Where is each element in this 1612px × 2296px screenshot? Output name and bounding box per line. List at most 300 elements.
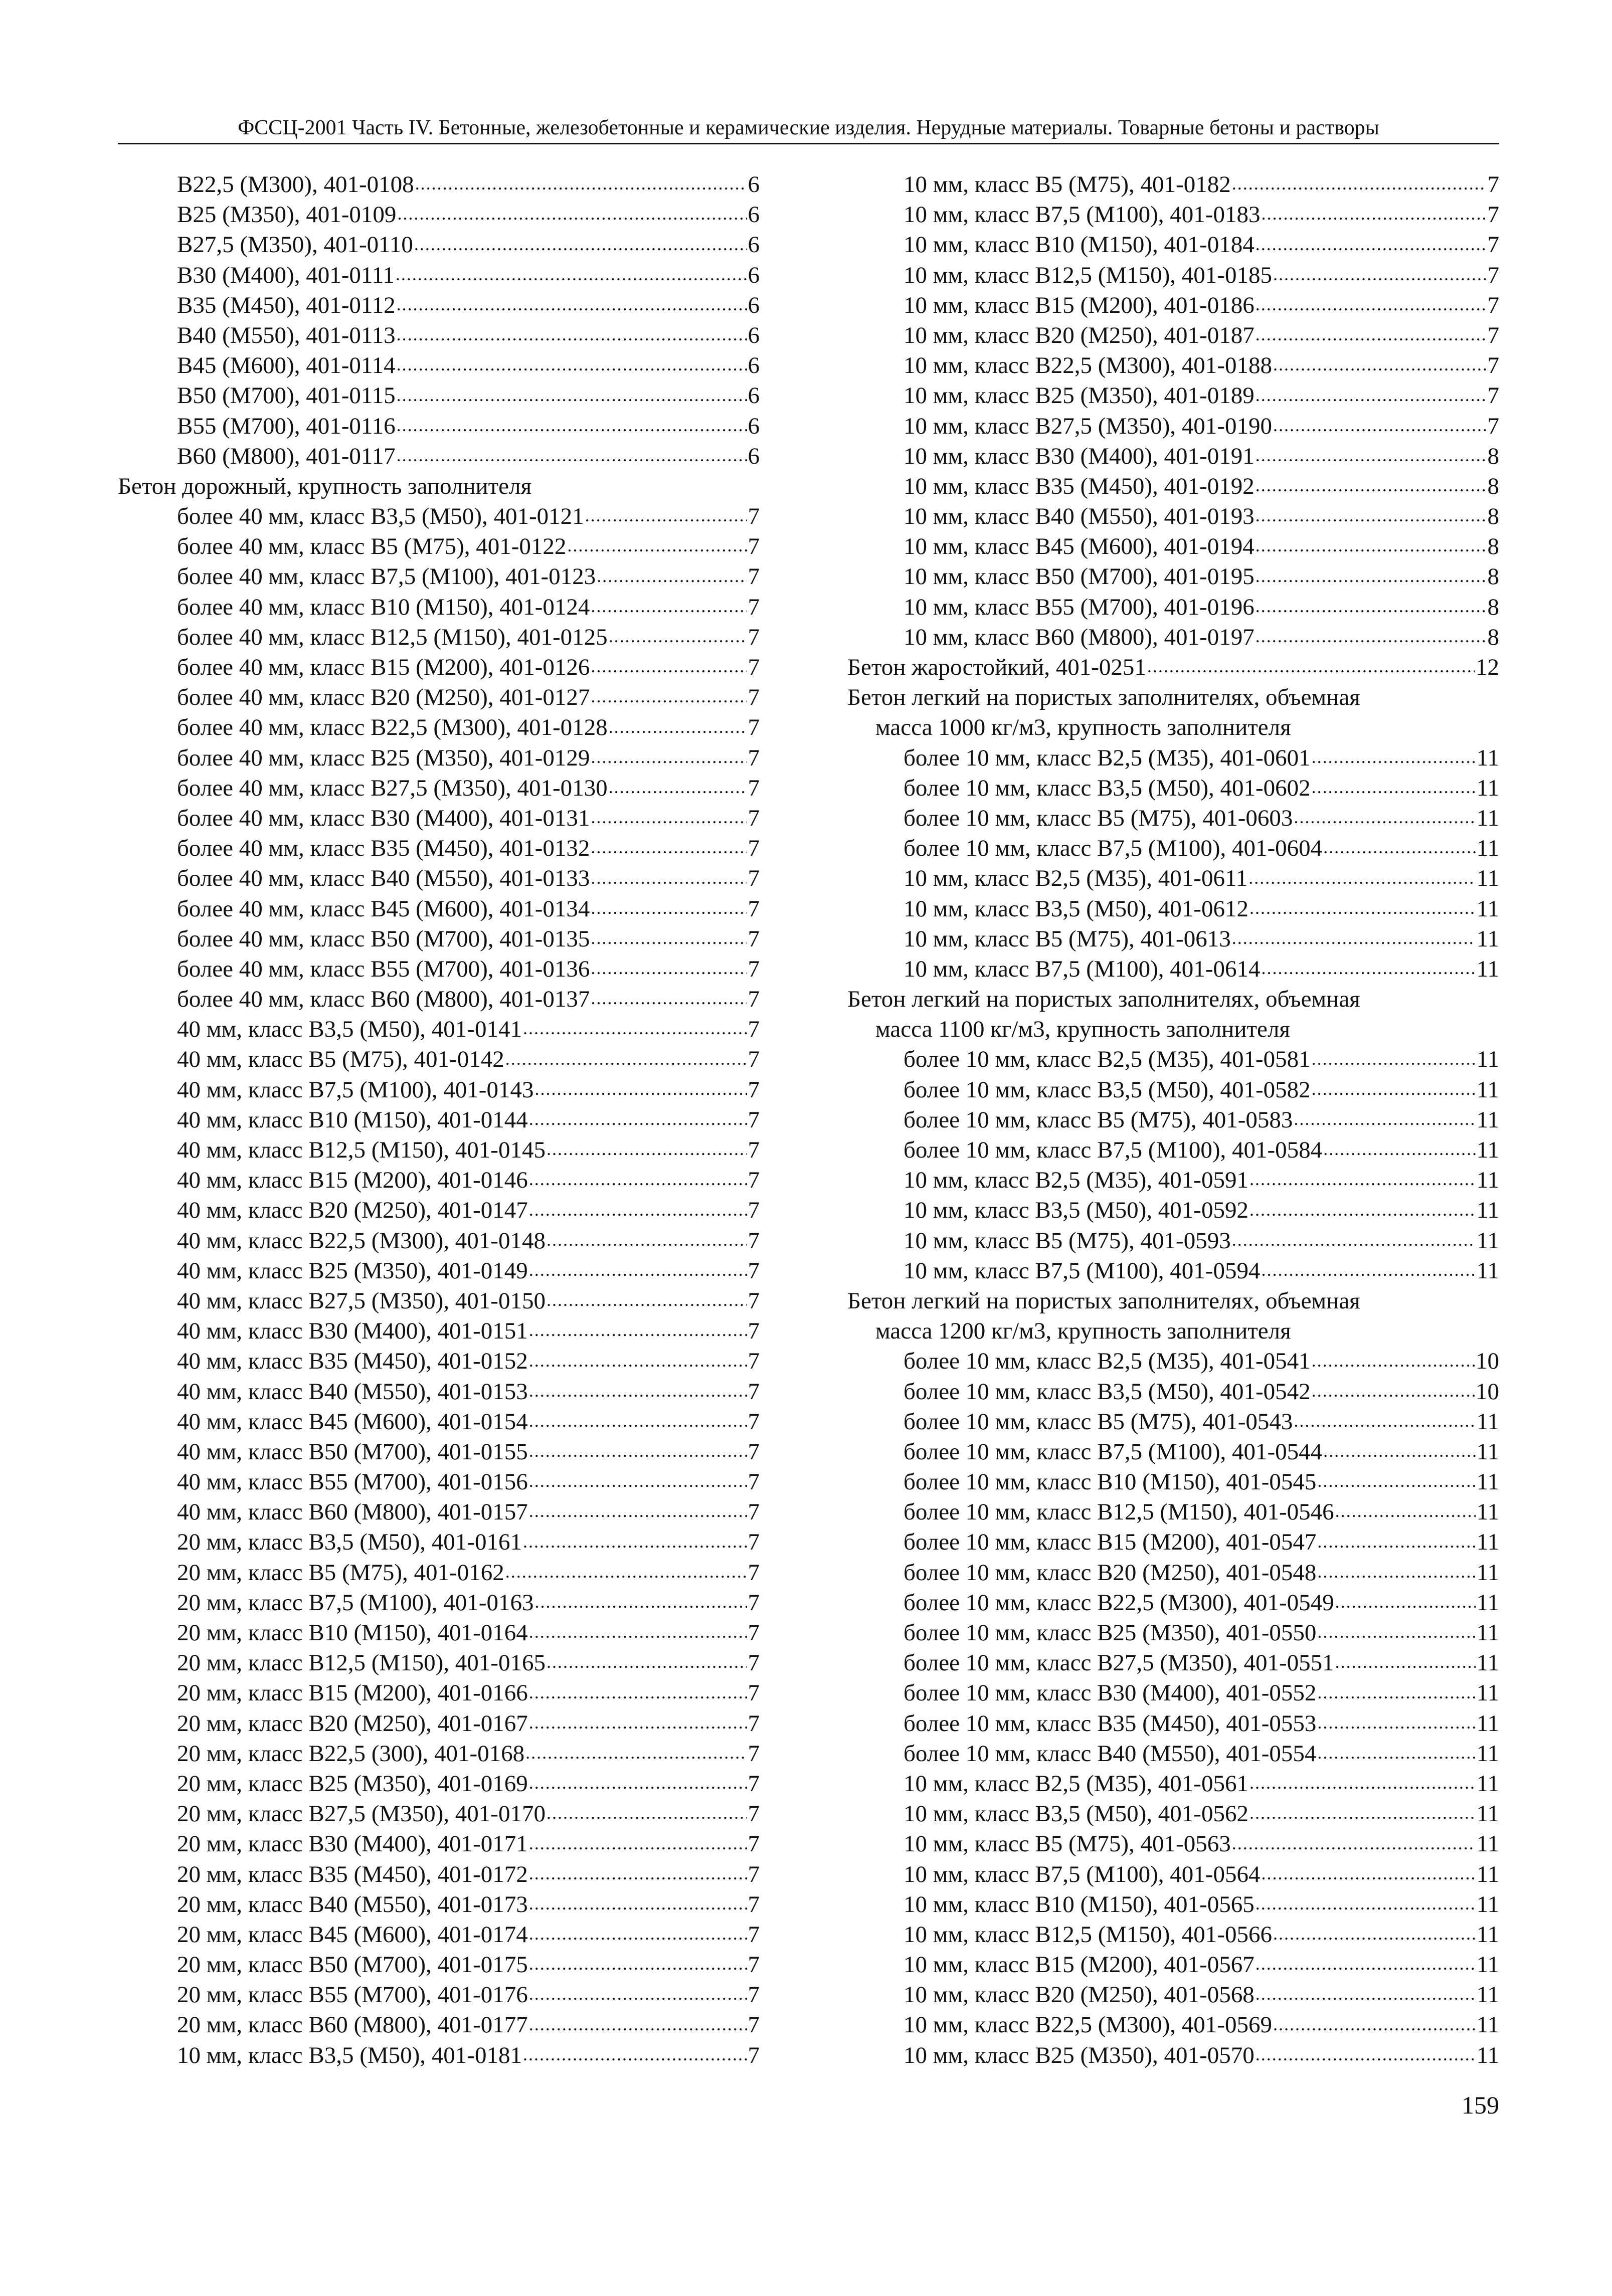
index-entry bbox=[847, 169, 1499, 200]
entry-page-number: 7 bbox=[1487, 322, 1499, 348]
entry-page-number: 7 bbox=[748, 925, 760, 952]
dot-leader bbox=[1311, 1075, 1476, 1105]
entry-label: 40 мм, класс В35 (М450), 401-0152 bbox=[177, 1348, 528, 1375]
dot-leader bbox=[590, 924, 747, 954]
entry-label: более 10 мм, класс В20 (М250), 401-0548 bbox=[904, 1559, 1317, 1586]
dot-leader bbox=[528, 1256, 747, 1286]
entry-page-number: 11 bbox=[1476, 925, 1499, 952]
entry-label: более 10 мм, класс В2,5 (М35), 401-0581 bbox=[904, 1046, 1311, 1073]
dot-leader bbox=[528, 1950, 747, 1980]
dot-leader bbox=[1311, 1377, 1475, 1407]
entry-page-number: 11 bbox=[1476, 1559, 1499, 1586]
entry-page-number: 7 bbox=[748, 865, 760, 892]
dot-leader bbox=[1316, 1527, 1475, 1557]
dot-leader bbox=[1311, 773, 1476, 803]
entry-page-number: 7 bbox=[748, 1348, 760, 1375]
entry-page-number: 11 bbox=[1476, 955, 1499, 982]
entry-page-number: 11 bbox=[1476, 744, 1499, 771]
entry-label: 40 мм, класс В7,5 (М100), 401-0143 bbox=[177, 1076, 534, 1103]
index-entry bbox=[118, 1527, 760, 1557]
entry-label: 20 мм, класс В22,5 (300), 401-0168 bbox=[177, 1740, 525, 1767]
entry-page-number: 7 bbox=[748, 1861, 760, 1887]
dot-leader bbox=[528, 1377, 747, 1407]
page-number: 159 bbox=[1462, 2091, 1499, 2119]
dot-leader bbox=[528, 1829, 747, 1859]
dot-leader bbox=[395, 260, 747, 290]
entry-label: В30 (М400), 401-0111 bbox=[177, 262, 395, 288]
index-entry bbox=[118, 230, 760, 260]
entry-page-number: 11 bbox=[1476, 1891, 1499, 1918]
entry-label: 40 мм, класс В50 (М700), 401-0155 bbox=[177, 1438, 528, 1465]
entry-label: более 40 мм, класс В7,5 (М100), 401-0123 bbox=[177, 563, 596, 590]
entry-page-number: 6 bbox=[748, 322, 760, 348]
entry-label: 20 мм, класс В40 (М550), 401-0173 bbox=[177, 1891, 528, 1918]
running-header: ФССЦ-2001 Часть IV. Бетонные, железобетонные и керамические изделия. Нерудные материалы. Товарные бетоны и растворы bbox=[238, 116, 1379, 139]
dot-leader bbox=[1231, 924, 1476, 954]
dot-leader bbox=[528, 2010, 747, 2040]
index-entry bbox=[118, 1407, 760, 1437]
entry-label: 10 мм, класс В55 (М700), 401-0196 bbox=[904, 594, 1255, 620]
index-entry bbox=[847, 1618, 1499, 1648]
entry-label: более 10 мм, класс В3,5 (М50), 401-0602 bbox=[904, 775, 1311, 801]
dot-leader bbox=[590, 894, 747, 924]
dot-leader bbox=[396, 411, 747, 441]
entry-label: 20 мм, класс В50 (М700), 401-0175 bbox=[177, 1952, 528, 1978]
entry-label: более 40 мм, класс В20 (М250), 401-0127 bbox=[177, 684, 590, 711]
entry-page-number: 7 bbox=[748, 2042, 760, 2068]
entry-label: 20 мм, класс В3,5 (М50), 401-0161 bbox=[177, 1529, 522, 1556]
index-heading-continuation: масса 1200 кг/м3, крупность заполнителя bbox=[875, 1318, 1291, 1345]
entry-page-number: 10 bbox=[1476, 1348, 1499, 1375]
entry-page-number: 7 bbox=[748, 1499, 760, 1525]
dot-leader bbox=[608, 622, 747, 652]
entry-page-number: 7 bbox=[748, 1318, 760, 1345]
entry-page-number: 7 bbox=[748, 835, 760, 862]
dot-leader bbox=[584, 501, 747, 531]
index-heading: Бетон легкий на пористых заполнителях, объемная bbox=[847, 986, 1360, 1013]
dot-leader bbox=[528, 1437, 747, 1467]
entry-page-number: 7 bbox=[748, 1167, 760, 1194]
entry-label: более 40 мм, класс В10 (М150), 401-0124 bbox=[177, 594, 590, 620]
index-entry bbox=[118, 652, 760, 682]
entry-page-number: 7 bbox=[748, 1982, 760, 2008]
entry-label: В27,5 (М350), 401-0110 bbox=[177, 232, 413, 258]
entry-label: В35 (М450), 401-0112 bbox=[177, 292, 396, 318]
index-entry bbox=[118, 1799, 760, 1829]
index-entry bbox=[847, 1950, 1499, 1980]
entry-label: 10 мм, класс В3,5 (М50), 401-0562 bbox=[904, 1801, 1248, 1827]
index-entry bbox=[118, 1950, 760, 1980]
dot-leader bbox=[1334, 1588, 1476, 1618]
dot-leader bbox=[1316, 1467, 1475, 1497]
index-entry bbox=[847, 1829, 1499, 1859]
index-entry bbox=[847, 803, 1499, 833]
index-entry bbox=[847, 531, 1499, 561]
dot-leader bbox=[528, 1407, 747, 1437]
entry-label: более 10 мм, класс В3,5 (М50), 401-0582 bbox=[904, 1076, 1311, 1103]
entry-page-number: 11 bbox=[1476, 865, 1499, 892]
entry-label: 20 мм, класс В10 (М150), 401-0164 bbox=[177, 1620, 528, 1646]
index-entry bbox=[847, 260, 1499, 290]
dot-leader bbox=[1255, 1980, 1476, 2010]
index-entry bbox=[847, 592, 1499, 622]
dot-leader bbox=[1293, 1105, 1475, 1135]
entry-page-number: 7 bbox=[748, 684, 760, 711]
index-entry bbox=[118, 1044, 760, 1074]
entry-page-number: 7 bbox=[748, 1680, 760, 1706]
entry-page-number: 11 bbox=[1476, 2042, 1499, 2068]
dot-leader bbox=[528, 1346, 747, 1376]
entry-label: более 10 мм, класс В25 (М350), 401-0550 bbox=[904, 1620, 1317, 1646]
entry-page-number: 7 bbox=[1487, 292, 1499, 318]
dot-leader bbox=[1255, 230, 1487, 260]
entry-page-number: 11 bbox=[1476, 1770, 1499, 1797]
entry-page-number: 11 bbox=[1476, 1469, 1499, 1495]
dot-leader bbox=[528, 1678, 747, 1708]
dot-leader bbox=[546, 1286, 747, 1316]
index-entry bbox=[847, 1105, 1499, 1135]
entry-label: 10 мм, класс В20 (М250), 401-0568 bbox=[904, 1982, 1255, 2008]
index-entry bbox=[118, 773, 760, 803]
dot-leader bbox=[1322, 833, 1476, 863]
dot-leader bbox=[1272, 2010, 1476, 2040]
index-entry bbox=[847, 924, 1499, 954]
entry-label: более 40 мм, класс В5 (М75), 401-0122 bbox=[177, 533, 567, 560]
dot-leader bbox=[1248, 1769, 1476, 1799]
index-entry bbox=[847, 1044, 1499, 1074]
index-entry bbox=[847, 561, 1499, 592]
entry-label: 10 мм, класс В30 (М400), 401-0191 bbox=[904, 443, 1255, 469]
entry-label: 20 мм, класс В5 (М75), 401-0162 bbox=[177, 1559, 504, 1586]
entry-page-number: 11 bbox=[1476, 1076, 1499, 1103]
entry-label: более 10 мм, класс В22,5 (М300), 401-0549 bbox=[904, 1589, 1334, 1616]
dot-leader bbox=[1260, 1256, 1475, 1286]
dot-leader bbox=[1255, 501, 1487, 531]
index-entry bbox=[118, 1769, 760, 1799]
dot-leader bbox=[1316, 1558, 1475, 1588]
index-entry bbox=[118, 1859, 760, 1889]
entry-page-number: 7 bbox=[748, 533, 760, 560]
dot-leader bbox=[528, 1195, 747, 1225]
dot-leader bbox=[1255, 290, 1487, 320]
dot-leader bbox=[1255, 561, 1487, 592]
index-entry bbox=[847, 1467, 1499, 1497]
entry-label: более 10 мм, класс В5 (М75), 401-0583 bbox=[904, 1106, 1293, 1133]
dot-leader bbox=[1316, 1708, 1475, 1739]
dot-leader bbox=[608, 712, 747, 742]
entry-label: 10 мм, класс В10 (М150), 401-0184 bbox=[904, 232, 1255, 258]
dot-leader bbox=[1255, 320, 1487, 350]
dot-leader bbox=[1260, 200, 1486, 230]
entry-label: 20 мм, класс В45 (М600), 401-0174 bbox=[177, 1921, 528, 1948]
entry-page-number: 11 bbox=[1476, 775, 1499, 801]
index-entry bbox=[847, 863, 1499, 893]
index-entry bbox=[118, 1316, 760, 1346]
dot-leader bbox=[396, 350, 747, 380]
entry-page-number: 7 bbox=[748, 2012, 760, 2038]
entry-page-number: 7 bbox=[748, 1891, 760, 1918]
dot-leader bbox=[1248, 1195, 1476, 1225]
entry-page-number: 11 bbox=[1476, 1982, 1499, 2008]
entry-page-number: 6 bbox=[748, 292, 760, 318]
index-entry bbox=[118, 1558, 760, 1588]
entry-label: 40 мм, класс В40 (М550), 401-0153 bbox=[177, 1378, 528, 1405]
dot-leader bbox=[1316, 1739, 1475, 1769]
index-entry bbox=[118, 1195, 760, 1225]
entry-label: В60 (М800), 401-0117 bbox=[177, 443, 396, 469]
dot-leader bbox=[1255, 2040, 1476, 2070]
entry-label: 10 мм, класс В22,5 (М300), 401-0188 bbox=[904, 352, 1272, 379]
index-entry bbox=[847, 1195, 1499, 1225]
entry-label: более 10 мм, класс В5 (М75), 401-0543 bbox=[904, 1408, 1293, 1435]
dot-leader bbox=[528, 1769, 747, 1799]
entry-page-number: 11 bbox=[1476, 2012, 1499, 2038]
entry-page-number: 11 bbox=[1476, 1167, 1499, 1194]
index-entry bbox=[847, 1165, 1499, 1195]
entry-page-number: 7 bbox=[748, 1408, 760, 1435]
entry-page-number: 8 bbox=[1487, 443, 1499, 469]
index-entry bbox=[118, 1708, 760, 1739]
dot-leader bbox=[396, 441, 747, 471]
entry-page-number: 7 bbox=[748, 1076, 760, 1103]
entry-page-number: 11 bbox=[1476, 1831, 1499, 1857]
dot-leader bbox=[1231, 169, 1487, 200]
entry-label: В25 (М350), 401-0109 bbox=[177, 202, 397, 228]
index-entry bbox=[118, 2040, 760, 2070]
entry-label: 10 мм, класс В25 (М350), 401-0570 bbox=[904, 2042, 1255, 2068]
entry-label: 20 мм, класс В25 (М350), 401-0169 bbox=[177, 1770, 528, 1797]
index-entry bbox=[847, 1588, 1499, 1618]
entry-label: 20 мм, класс В7,5 (М100), 401-0163 bbox=[177, 1589, 534, 1616]
index-entry bbox=[847, 954, 1499, 984]
entry-label: более 10 мм, класс В10 (М150), 401-0545 bbox=[904, 1469, 1317, 1495]
entry-page-number: 7 bbox=[748, 1529, 760, 1556]
dot-leader bbox=[1272, 1920, 1476, 1950]
entry-page-number: 7 bbox=[1487, 382, 1499, 409]
index-entry bbox=[847, 1980, 1499, 2010]
index-entry bbox=[118, 1346, 760, 1376]
dot-leader bbox=[522, 2040, 747, 2070]
dot-leader bbox=[1255, 441, 1487, 471]
entry-page-number: 11 bbox=[1476, 1801, 1499, 1827]
entry-page-number: 8 bbox=[1487, 624, 1499, 650]
entry-page-number: 7 bbox=[748, 1801, 760, 1827]
dot-leader bbox=[590, 652, 747, 682]
entry-label: более 10 мм, класс В35 (М450), 401-0553 bbox=[904, 1710, 1317, 1737]
dot-leader bbox=[396, 320, 747, 350]
dot-leader bbox=[528, 1859, 747, 1889]
index-entry bbox=[118, 1286, 760, 1316]
entry-page-number: 8 bbox=[1487, 563, 1499, 590]
dot-leader bbox=[1255, 1889, 1476, 1920]
dot-leader bbox=[1272, 350, 1487, 380]
dot-leader bbox=[608, 773, 747, 803]
index-heading: Бетон дорожный, крупность заполнителя bbox=[118, 473, 532, 499]
dot-leader bbox=[533, 1588, 747, 1618]
entry-label: 40 мм, класс В20 (М250), 401-0147 bbox=[177, 1197, 528, 1224]
entry-label: более 10 мм, класс В2,5 (М35), 401-0541 bbox=[904, 1348, 1311, 1375]
dot-leader bbox=[1248, 894, 1476, 924]
entry-label: более 10 мм, класс В5 (М75), 401-0603 bbox=[904, 805, 1293, 831]
dot-leader bbox=[590, 592, 747, 622]
dot-leader bbox=[528, 1708, 747, 1739]
entry-label: В40 (М550), 401-0113 bbox=[177, 322, 396, 348]
dot-leader bbox=[546, 1799, 747, 1829]
entry-page-number: 11 bbox=[1476, 1861, 1499, 1887]
dot-leader bbox=[522, 1014, 747, 1044]
entry-page-number: 7 bbox=[748, 1137, 760, 1163]
index-entry bbox=[118, 411, 760, 441]
entry-label: 40 мм, класс В10 (М150), 401-0144 bbox=[177, 1106, 528, 1133]
index-entry bbox=[847, 1497, 1499, 1527]
index-entry bbox=[847, 1678, 1499, 1708]
entry-label: 10 мм, класс В2,5 (М35), 401-0591 bbox=[904, 1167, 1248, 1194]
index-entry bbox=[118, 350, 760, 380]
entry-page-number: 7 bbox=[748, 1046, 760, 1073]
index-entry bbox=[118, 682, 760, 712]
entry-label: 10 мм, класс В5 (М75), 401-0182 bbox=[904, 171, 1231, 198]
index-entry bbox=[118, 1920, 760, 1950]
index-column-right bbox=[847, 169, 1499, 2070]
dot-leader bbox=[1231, 1829, 1476, 1859]
entry-label: 10 мм, класс В12,5 (М150), 401-0185 bbox=[904, 262, 1272, 288]
entry-page-number: 11 bbox=[1476, 1710, 1499, 1737]
dot-leader bbox=[1231, 1226, 1476, 1256]
entry-page-number: 7 bbox=[748, 1227, 760, 1254]
entry-page-number: 7 bbox=[1487, 413, 1499, 439]
index-column-left bbox=[118, 169, 760, 2070]
entry-page-number: 6 bbox=[748, 171, 760, 198]
entry-label: 40 мм, класс В27,5 (М350), 401-0150 bbox=[177, 1287, 546, 1314]
entry-page-number: 11 bbox=[1476, 1499, 1499, 1525]
index-entry bbox=[118, 1105, 760, 1135]
dot-leader bbox=[396, 380, 747, 411]
dot-leader bbox=[1322, 1437, 1476, 1467]
dot-leader bbox=[1334, 1497, 1476, 1527]
dot-leader bbox=[546, 1226, 747, 1256]
entry-label: более 40 мм, класс В3,5 (М50), 401-0121 bbox=[177, 503, 584, 530]
index-entry bbox=[847, 1075, 1499, 1105]
index-entry bbox=[847, 894, 1499, 924]
entry-page-number: 7 bbox=[748, 1710, 760, 1737]
entry-page-number: 11 bbox=[1476, 1046, 1499, 1073]
dot-leader bbox=[1272, 411, 1487, 441]
entry-label: 10 мм, класс В50 (М700), 401-0195 bbox=[904, 563, 1255, 590]
index-entry bbox=[118, 290, 760, 320]
dot-leader bbox=[590, 984, 747, 1014]
index-entry bbox=[847, 411, 1499, 441]
entry-label: 10 мм, класс В3,5 (М50), 401-0592 bbox=[904, 1197, 1248, 1224]
dot-leader bbox=[1255, 1950, 1476, 1980]
dot-leader bbox=[504, 1558, 747, 1588]
entry-page-number: 6 bbox=[748, 352, 760, 379]
entry-label: более 10 мм, класс В27,5 (М350), 401-0551 bbox=[904, 1650, 1334, 1676]
entry-page-number: 7 bbox=[748, 1559, 760, 1586]
index-entry bbox=[118, 1256, 760, 1286]
entry-page-number: 7 bbox=[748, 1197, 760, 1224]
entry-label: 20 мм, класс В20 (М250), 401-0167 bbox=[177, 1710, 528, 1737]
index-entry bbox=[847, 1889, 1499, 1920]
index-entry bbox=[118, 1829, 760, 1859]
index-entry bbox=[847, 743, 1499, 773]
index-entry bbox=[118, 441, 760, 471]
dot-leader bbox=[1293, 1407, 1475, 1437]
index-entry bbox=[847, 1769, 1499, 1799]
dot-leader bbox=[1255, 622, 1487, 652]
index-entry bbox=[847, 622, 1499, 652]
index-entry bbox=[118, 200, 760, 230]
entry-page-number: 7 bbox=[748, 654, 760, 680]
entry-label: 40 мм, класс В55 (М700), 401-0156 bbox=[177, 1469, 528, 1495]
entry-page-number: 7 bbox=[748, 955, 760, 982]
entry-page-number: 7 bbox=[748, 1378, 760, 1405]
dot-leader bbox=[1255, 380, 1487, 411]
index-entry bbox=[847, 833, 1499, 863]
index-entry bbox=[847, 1558, 1499, 1588]
entry-page-number: 11 bbox=[1476, 1257, 1499, 1284]
entry-page-number: 8 bbox=[1487, 533, 1499, 560]
entry-label: 20 мм, класс В55 (М700), 401-0176 bbox=[177, 1982, 528, 2008]
index-entry bbox=[847, 230, 1499, 260]
dot-leader bbox=[396, 200, 747, 230]
entry-label: 20 мм, класс В15 (М200), 401-0166 bbox=[177, 1680, 528, 1706]
index-heading: Бетон легкий на пористых заполнителях, объемная bbox=[847, 684, 1360, 711]
index-entry bbox=[847, 290, 1499, 320]
entry-label: 10 мм, класс В40 (М550), 401-0193 bbox=[904, 503, 1255, 530]
entry-page-number: 10 bbox=[1476, 1378, 1499, 1405]
dot-leader bbox=[566, 531, 747, 561]
entry-label: Бетон жаростойкий, 401-0251 bbox=[847, 654, 1146, 680]
entry-page-number: 12 bbox=[1476, 654, 1499, 680]
entry-page-number: 8 bbox=[1487, 503, 1499, 530]
index-entry bbox=[847, 1135, 1499, 1165]
dot-leader bbox=[528, 1497, 747, 1527]
entry-label: 10 мм, класс В25 (М350), 401-0189 bbox=[904, 382, 1255, 409]
dot-leader bbox=[528, 1889, 747, 1920]
dot-leader bbox=[504, 1044, 747, 1074]
entry-label: В45 (М600), 401-0114 bbox=[177, 352, 396, 379]
dot-leader bbox=[1311, 1044, 1476, 1074]
index-entry bbox=[847, 200, 1499, 230]
dot-leader bbox=[546, 1648, 747, 1678]
dot-leader bbox=[1248, 1165, 1476, 1195]
index-entry bbox=[118, 1377, 760, 1407]
index-entry bbox=[847, 320, 1499, 350]
entry-page-number: 7 bbox=[748, 503, 760, 530]
entry-page-number: 6 bbox=[748, 202, 760, 228]
index-entry bbox=[118, 1618, 760, 1648]
entry-page-number: 7 bbox=[748, 1831, 760, 1857]
dot-leader bbox=[1260, 1859, 1475, 1889]
entry-page-number: 7 bbox=[748, 714, 760, 741]
dot-leader bbox=[528, 1920, 747, 1950]
entry-label: более 10 мм, класс В2,5 (М35), 401-0601 bbox=[904, 744, 1311, 771]
index-entry bbox=[847, 1739, 1499, 1769]
entry-label: 40 мм, класс В60 (М800), 401-0157 bbox=[177, 1499, 528, 1525]
index-entry bbox=[847, 1377, 1499, 1407]
entry-label: 10 мм, класс В20 (М250), 401-0187 bbox=[904, 322, 1255, 348]
dot-leader bbox=[1316, 1678, 1475, 1708]
entry-label: 10 мм, класс В45 (М600), 401-0194 bbox=[904, 533, 1255, 560]
dot-leader bbox=[590, 863, 747, 893]
entry-page-number: 11 bbox=[1476, 895, 1499, 922]
entry-page-number: 7 bbox=[748, 1106, 760, 1133]
entry-label: 40 мм, класс В45 (М600), 401-0154 bbox=[177, 1408, 528, 1435]
entry-label: более 40 мм, класс В35 (М450), 401-0132 bbox=[177, 835, 590, 862]
entry-label: более 40 мм, класс В30 (М400), 401-0131 bbox=[177, 805, 590, 831]
entry-page-number: 11 bbox=[1476, 835, 1499, 862]
dot-leader bbox=[396, 290, 747, 320]
